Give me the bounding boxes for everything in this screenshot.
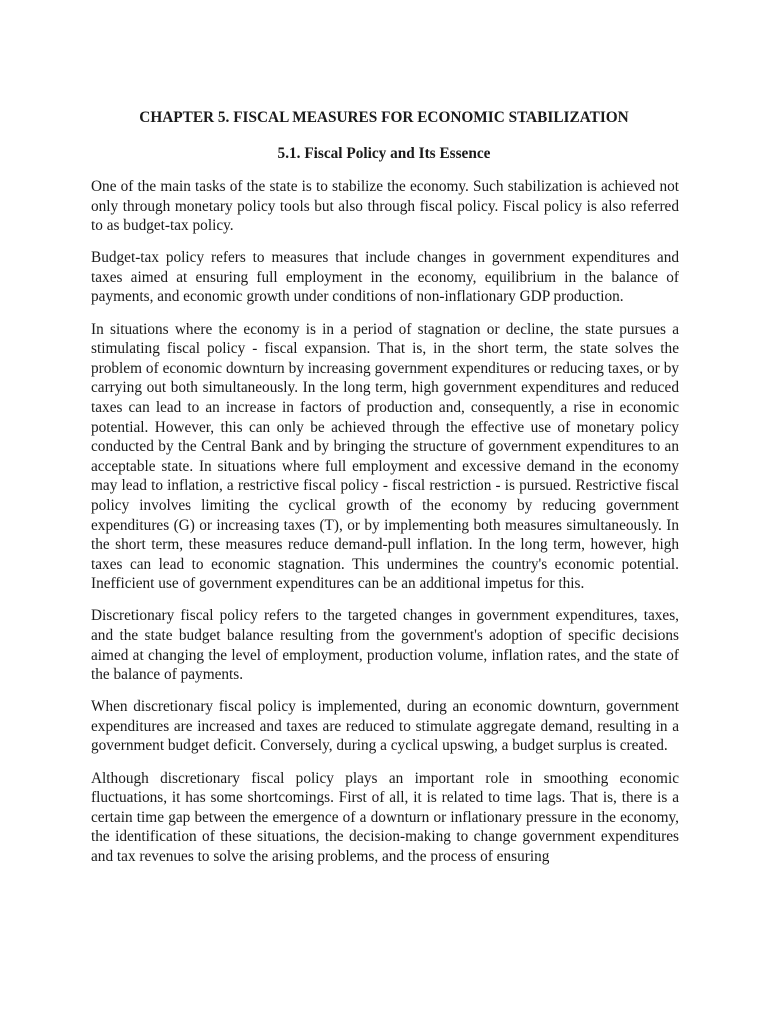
paragraph-stabilization: One of the main tasks of the state is to stabilize the economy. Such stabilization is achieved not only through monetary policy tools but also through fiscal policy. Fiscal policy is also referred to as budget-tax policy. xyxy=(91,178,679,235)
body-text xyxy=(91,177,679,879)
paragraph-fiscal-expansion-restriction: In situations where the economy is in a period of stagnation or decline, the state pursues a stimulating fiscal policy - fiscal expansion. That is, in the short term, the state solves the problem of economic downturn by increasing government expenditures or reducing taxes, or by carrying out both simultaneously. In the long term, high government expenditures and reduced taxes can lead to an increase in factors of production and, consequently, a rise in economic potential. However, this can only be achieved through the effective use of monetary policy conducted by the Central Bank and by bringing the structure of government expenditures to an acceptable state. In situations where full employment and excessive demand in the economy may lead to inflation, a restrictive fiscal policy - fiscal restriction - is pursued. Restrictive fiscal policy involves limiting the cyclical growth of the economy by reducing government expenditures (G) or increasing taxes (T), or by implementing both measures simultaneously. In the short term, these measures reduce demand-pull inflation. In the long term, however, high taxes can lead to economic stagnation. This undermines the country's economic potential. Inefficient use of government expenditures can be an additional impetus for this. xyxy=(91,320,679,593)
paragraph-discretionary-definition: Discretionary fiscal policy refers to the targeted changes in government expenditures, taxes, and the state budget balance resulting from the government's adoption of specific decisions aimed at changing the level of employment, production volume, inflation rates, and the state of the balance of payments. xyxy=(91,607,679,684)
paragraph-discretionary-implementation: When discretionary fiscal policy is implemented, during an economic downturn, government expenditures are increased and taxes are reduced to stimulate aggregate demand, resulting in a government budget deficit. Conversely, during a cyclical upswing, a budget surplus is created. xyxy=(91,698,679,755)
chapter-title: CHAPTER 5. FISCAL MEASURES FOR ECONOMIC STABILIZATION xyxy=(139,109,629,126)
paragraph-shortcomings: Although discretionary fiscal policy plays an important role in smoothing economic fluctuations, it has some shortcomings. First of all, it is related to time lags. That is, there is a certain time gap between the emergence of a downturn or inflationary pressure in the economy, the identification of these situations, the decision-making to change government expenditures and tax revenues to solve the arising problems, and the process of ensuring xyxy=(91,769,679,865)
section-title: 5.1. Fiscal Policy and Its Essence xyxy=(277,145,491,162)
paragraph-budget-tax-policy: Budget-tax policy refers to measures that include changes in government expenditures and taxes aimed at ensuring full employment in the economy, equilibrium in the balance of payments, and economic growth under conditions of non-inflationary GDP production. xyxy=(91,249,679,306)
